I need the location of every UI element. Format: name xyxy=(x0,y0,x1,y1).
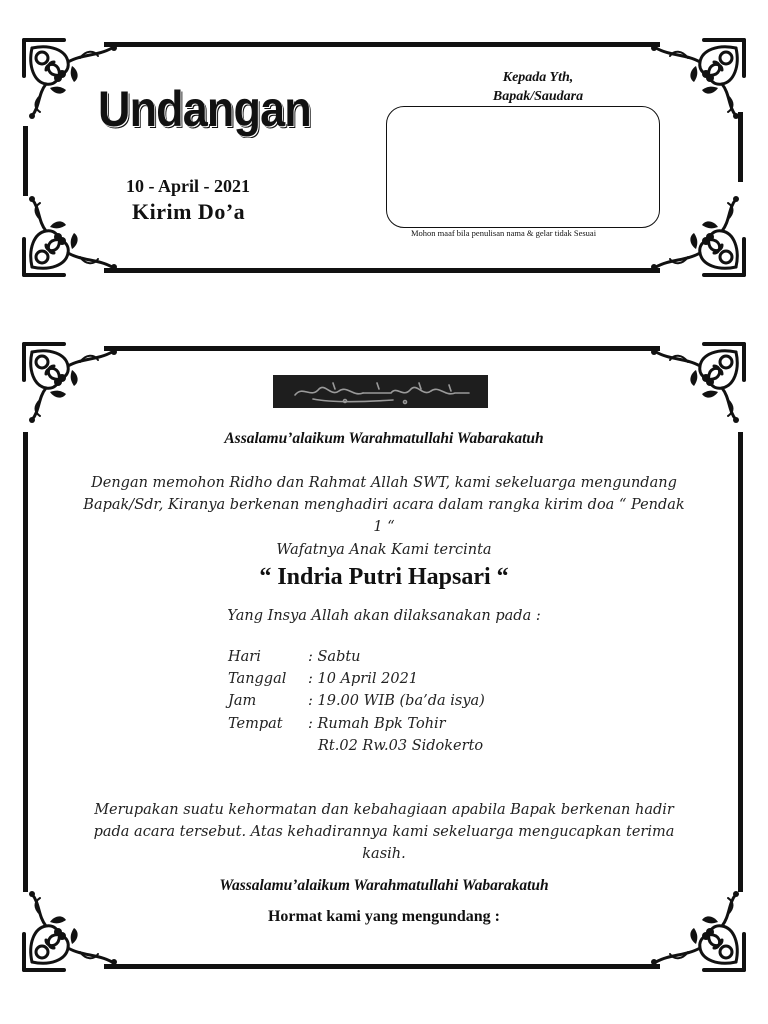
cover-title: Undangan xyxy=(98,81,311,137)
cover-top-border xyxy=(104,42,660,47)
detail-place-line2: Rt.02 Rw.03 Sidokerto xyxy=(318,738,484,754)
detail-value: : 10 April 2021 xyxy=(308,671,419,687)
bismillah-calligraphy-icon xyxy=(273,375,488,408)
floral-corner-ornament-icon xyxy=(644,36,748,120)
intro-line-4: Wafatnya Anak Kami tercinta xyxy=(276,542,492,558)
detail-value: : Sabtu xyxy=(308,649,361,665)
detail-value: : 19.00 WIB (ba’da isya) xyxy=(308,693,485,709)
cover-right-border xyxy=(738,112,743,182)
invite-left-border xyxy=(23,432,28,892)
floral-corner-ornament-icon xyxy=(20,195,124,279)
floral-corner-ornament-icon xyxy=(644,890,748,974)
intro-line-2: Bapak/Sdr, Kiranya berkenan menghadiri acara dalam rangka kirim doa “ Pendak xyxy=(83,497,685,513)
salam-opening: Assalamu’alaikum Warahmatullahi Wabarakatuh xyxy=(224,430,544,447)
salam-closing: Wassalamu’alaikum Warahmatullahi Wabarakatuh xyxy=(219,877,549,894)
intro-line-3: 1 “ xyxy=(373,519,395,535)
intro-line-1: Dengan memohon Ridho dan Rahmat Allah SWT, kami sekeluarga mengundang xyxy=(91,475,677,491)
cover-date: 10 - April - 2021 xyxy=(126,176,250,196)
closing-line-2: pada acara tersebut. Atas kehadirannya kami sekeluarga mengucapkan terima xyxy=(93,824,675,840)
recipient-address-box xyxy=(386,106,660,228)
name-apology-note: Mohon maaf bila penulisan nama & gelar tidak Sesuai xyxy=(411,228,597,238)
floral-corner-ornament-icon xyxy=(20,890,124,974)
deceased-name: “ Indria Putri Hapsari “ xyxy=(259,564,509,590)
closing-line-3: kasih. xyxy=(362,846,406,862)
recipient-label-line1: Kepada Yth, xyxy=(502,70,574,85)
detail-value: : Rumah Bpk Tohir xyxy=(308,716,446,732)
recipient-label-line2: Bapak/Saudara xyxy=(492,89,584,104)
closing-line-1: Merupakan suatu kehormatan dan kebahagiaan apabila Bapak berkenan hadir xyxy=(94,802,674,818)
invite-right-border xyxy=(738,432,743,892)
cover-left-border xyxy=(23,126,28,196)
signoff: Hormat kami yang mengundang : xyxy=(267,908,501,925)
detail-label: Hari xyxy=(228,649,261,665)
schedule-intro: Yang Insya Allah akan dilaksanakan pada : xyxy=(227,608,541,624)
invite-bottom-border xyxy=(104,964,660,969)
detail-label: Tempat xyxy=(228,716,283,732)
floral-corner-ornament-icon xyxy=(644,340,748,424)
detail-label: Jam xyxy=(228,693,257,709)
invite-top-border xyxy=(104,346,660,351)
detail-label: Tanggal xyxy=(228,671,287,687)
floral-corner-ornament-icon xyxy=(20,340,124,424)
cover-event: Kirim Do’a xyxy=(132,199,246,224)
cover-bottom-border xyxy=(104,268,660,273)
